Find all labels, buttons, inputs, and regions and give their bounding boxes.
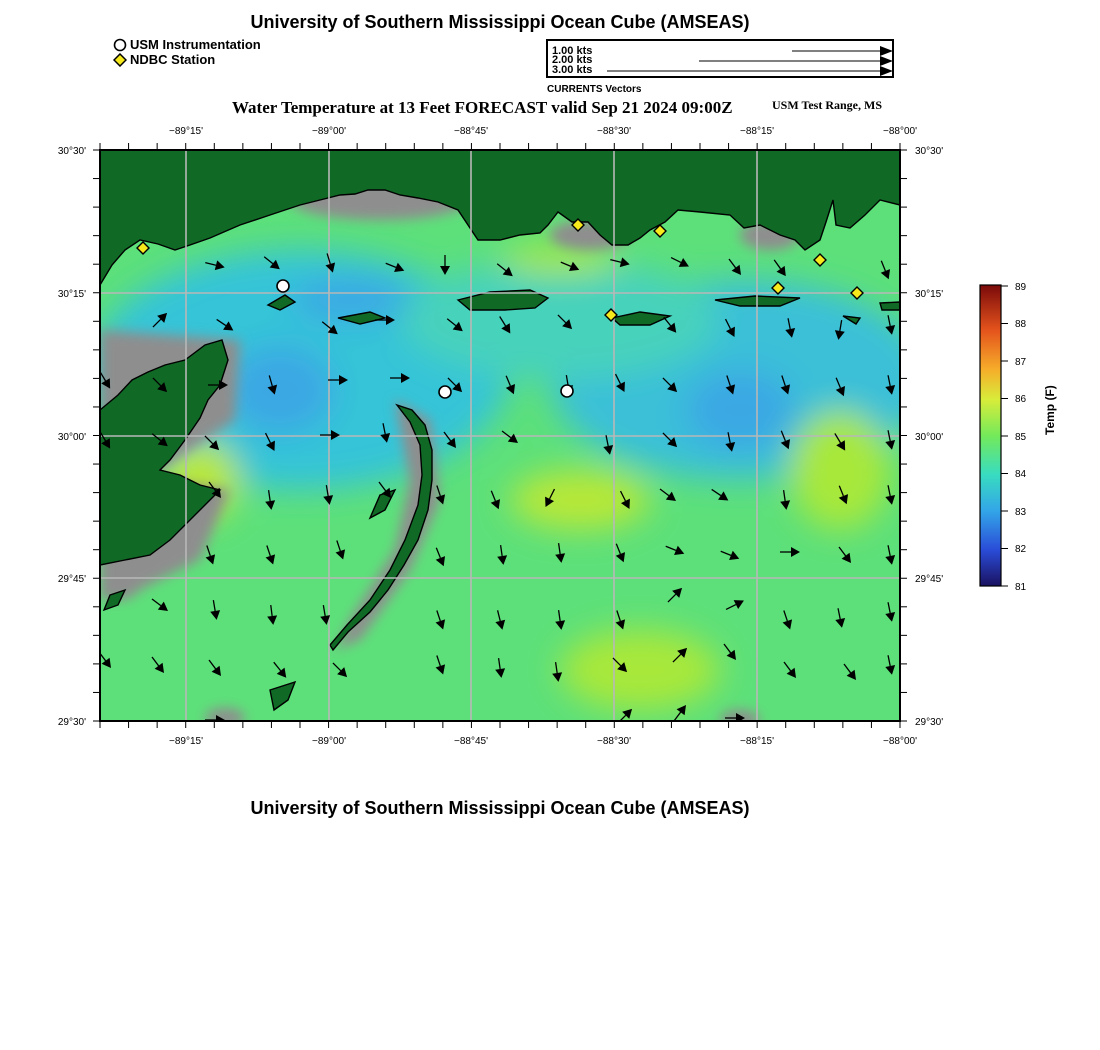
usm-circle-icon xyxy=(113,38,127,52)
lat-label: 29°45' xyxy=(915,574,944,585)
lon-label: −89°15' xyxy=(169,126,203,137)
lat-label: 30°00' xyxy=(57,432,86,443)
colorbar-tick-label: 84 xyxy=(1015,469,1027,480)
lat-label: 29°30' xyxy=(57,717,86,728)
vector-key-caption: CURRENTS Vectors xyxy=(547,84,642,95)
lon-label: −88°30' xyxy=(597,736,631,747)
lon-label: −88°00' xyxy=(883,126,917,137)
map-area xyxy=(90,150,930,730)
lat-label: 30°15' xyxy=(57,289,86,300)
lon-label: −88°45' xyxy=(454,736,488,747)
lon-label: −89°00' xyxy=(312,126,346,137)
lon-label: −89°00' xyxy=(312,736,346,747)
map-title: University of Southern Mississippi Ocean Cube (AMSEAS) xyxy=(250,12,750,32)
lon-label: −88°30' xyxy=(597,126,631,137)
lon-label: −88°15' xyxy=(740,736,774,747)
lon-label: −89°15' xyxy=(169,736,203,747)
vector-key-3kt: 3.00 kts xyxy=(552,64,593,76)
lon-label: −88°15' xyxy=(740,126,774,137)
colorbar-gradient xyxy=(980,285,1001,586)
lat-label: 30°30' xyxy=(915,146,944,157)
colorbar-tick-label: 88 xyxy=(1015,319,1027,330)
colorbar-tick-label: 87 xyxy=(1015,357,1027,368)
colorbar-tick-label: 83 xyxy=(1015,507,1027,518)
map-region: USM Test Range, MS xyxy=(772,98,883,112)
colorbar-tick-label: 89 xyxy=(1015,282,1027,293)
legend-ndbc xyxy=(113,52,215,67)
lat-label: 29°30' xyxy=(915,717,944,728)
colorbar-ticks xyxy=(1001,286,1008,586)
temperature-map xyxy=(0,120,1100,760)
ndbc-diamond-icon xyxy=(113,53,127,67)
colorbar-tick-label: 86 xyxy=(1015,394,1027,405)
colorbar-tick-label: 81 xyxy=(1015,582,1027,593)
vector-key-1kt: 1.00 kts xyxy=(552,45,593,57)
legend-usm xyxy=(113,37,261,52)
usm-marker[interactable] xyxy=(439,386,451,398)
colorbar-tick-label: 82 xyxy=(1015,544,1027,555)
usm-marker[interactable] xyxy=(561,385,573,397)
legend-usm-label: USM Instrumentation xyxy=(130,37,261,52)
footer-title: University of Southern Mississippi Ocean Cube (AMSEAS) xyxy=(250,798,750,818)
lat-label: 30°15' xyxy=(915,289,944,300)
vector-key-box xyxy=(546,39,894,78)
vector-key-2kt: 2.00 kts xyxy=(552,54,593,66)
lon-label: −88°00' xyxy=(883,736,917,747)
usm-marker[interactable] xyxy=(277,280,289,292)
lon-label: −88°45' xyxy=(454,126,488,137)
lat-labels-right xyxy=(915,146,943,728)
lon-labels-bottom xyxy=(169,736,917,747)
vector-key-arrows xyxy=(548,41,892,76)
colorbar-label: Temp (F) xyxy=(1043,385,1057,435)
legend-ndbc-label: NDBC Station xyxy=(130,52,216,67)
lon-labels-top xyxy=(169,126,917,137)
lat-labels-left xyxy=(58,146,86,728)
lat-label: 30°30' xyxy=(57,146,86,157)
lat-label: 30°00' xyxy=(915,432,944,443)
map-subtitle: Water Temperature at 13 Feet FORECAST valid Sep 21 2024 09:00Z xyxy=(232,98,733,117)
lat-label: 29°45' xyxy=(57,574,86,585)
colorbar-tick-label: 85 xyxy=(1015,432,1027,443)
colorbar xyxy=(980,282,1027,593)
